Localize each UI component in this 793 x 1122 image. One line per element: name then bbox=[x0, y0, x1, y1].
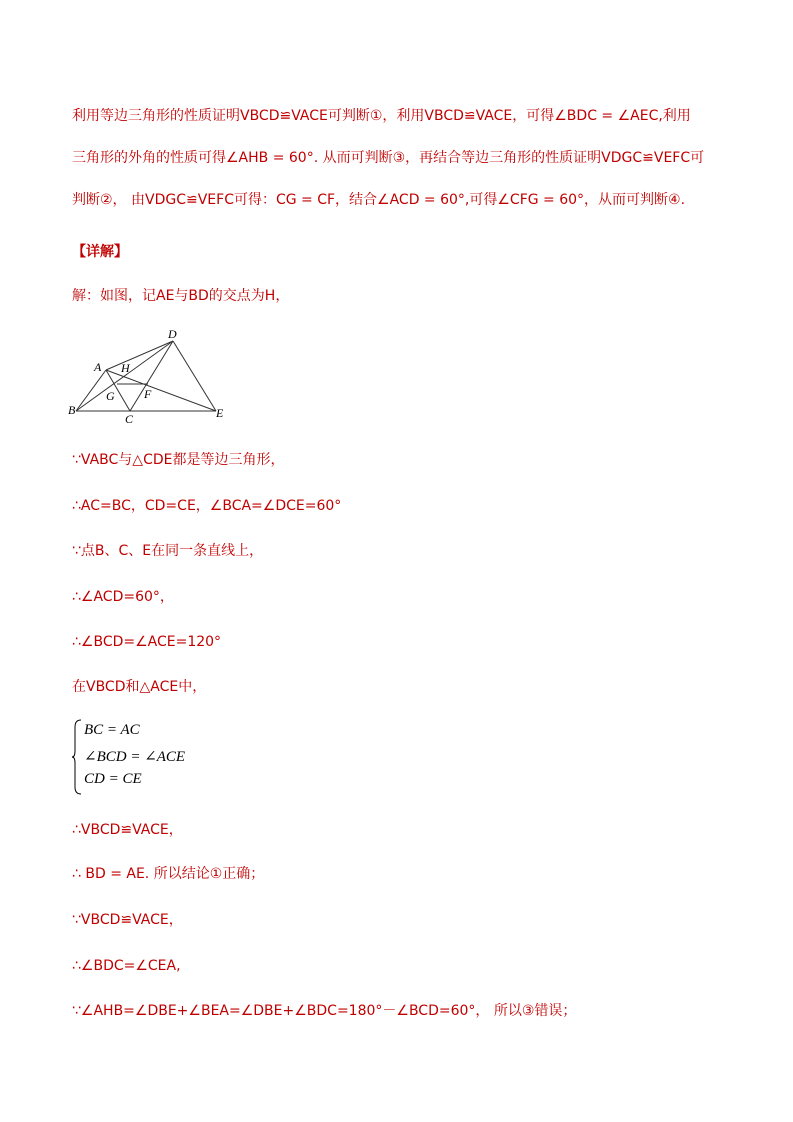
label-B: B bbox=[68, 403, 76, 417]
label-D: D bbox=[168, 327, 177, 341]
detail-heading: 【详解】 bbox=[72, 244, 128, 260]
analysis-line-3: 判断②， 由VDGC≌VEFC可得：CG = CF，结合∠ACD = 60°,可得∠CFG = 60°，从而可判断④. bbox=[72, 192, 686, 208]
solution-step-8: ∴ BD = AE. 所以结论①正确； bbox=[72, 866, 265, 882]
solution-step-7: ∴VBCD≌VACE， bbox=[72, 822, 183, 838]
system-eq-2: ∠BCD = ∠ACE bbox=[84, 749, 186, 765]
solution-step-5: ∴∠BCD=∠ACE=120° bbox=[72, 634, 222, 650]
system-brace bbox=[72, 719, 82, 795]
solution-step-4: ∴∠ACD=60°， bbox=[72, 589, 174, 605]
solution-step-10: ∴∠BDC=∠CEA, bbox=[72, 958, 181, 974]
label-G: G bbox=[106, 389, 115, 403]
system-eq-3: CD = CE bbox=[84, 771, 142, 787]
solution-step-11: ∵∠AHB=∠DBE+∠BEA=∠DBE+∠BDC=180°－∠BCD=60°， 所以③错误； bbox=[72, 1003, 577, 1019]
geometry-figure bbox=[68, 326, 230, 426]
label-E: E bbox=[216, 406, 224, 420]
label-H: H bbox=[121, 361, 130, 375]
system-eq-1: BC = AC bbox=[84, 722, 140, 738]
solution-step-6: 在VBCD和△ACE中， bbox=[72, 679, 207, 695]
label-A: A bbox=[94, 360, 102, 374]
label-F: F bbox=[144, 387, 152, 401]
solution-step-9: ∵VBCD≌VACE， bbox=[72, 912, 183, 928]
analysis-line-1: 利用等边三角形的性质证明VBCD≌VACE可判断①，利用VBCD≌VACE，可得∠BDC = ∠AEC,利用 bbox=[72, 108, 691, 124]
label-C: C bbox=[125, 412, 134, 426]
solution-step-1: ∵VABC与△CDE都是等边三角形， bbox=[72, 452, 285, 468]
solution-intro: 解：如图，记AE与BD的交点为H， bbox=[72, 288, 290, 304]
solution-step-2: ∴AC=BC，CD=CE，∠BCA=∠DCE=60° bbox=[72, 498, 342, 514]
analysis-line-2: 三角形的外角的性质可得∠AHB = 60°. 从而可判断③，再结合等边三角形的性质证明VDGC≌VEFC可 bbox=[72, 150, 705, 166]
solution-step-3: ∵点B、C、E在同一条直线上， bbox=[72, 543, 264, 559]
